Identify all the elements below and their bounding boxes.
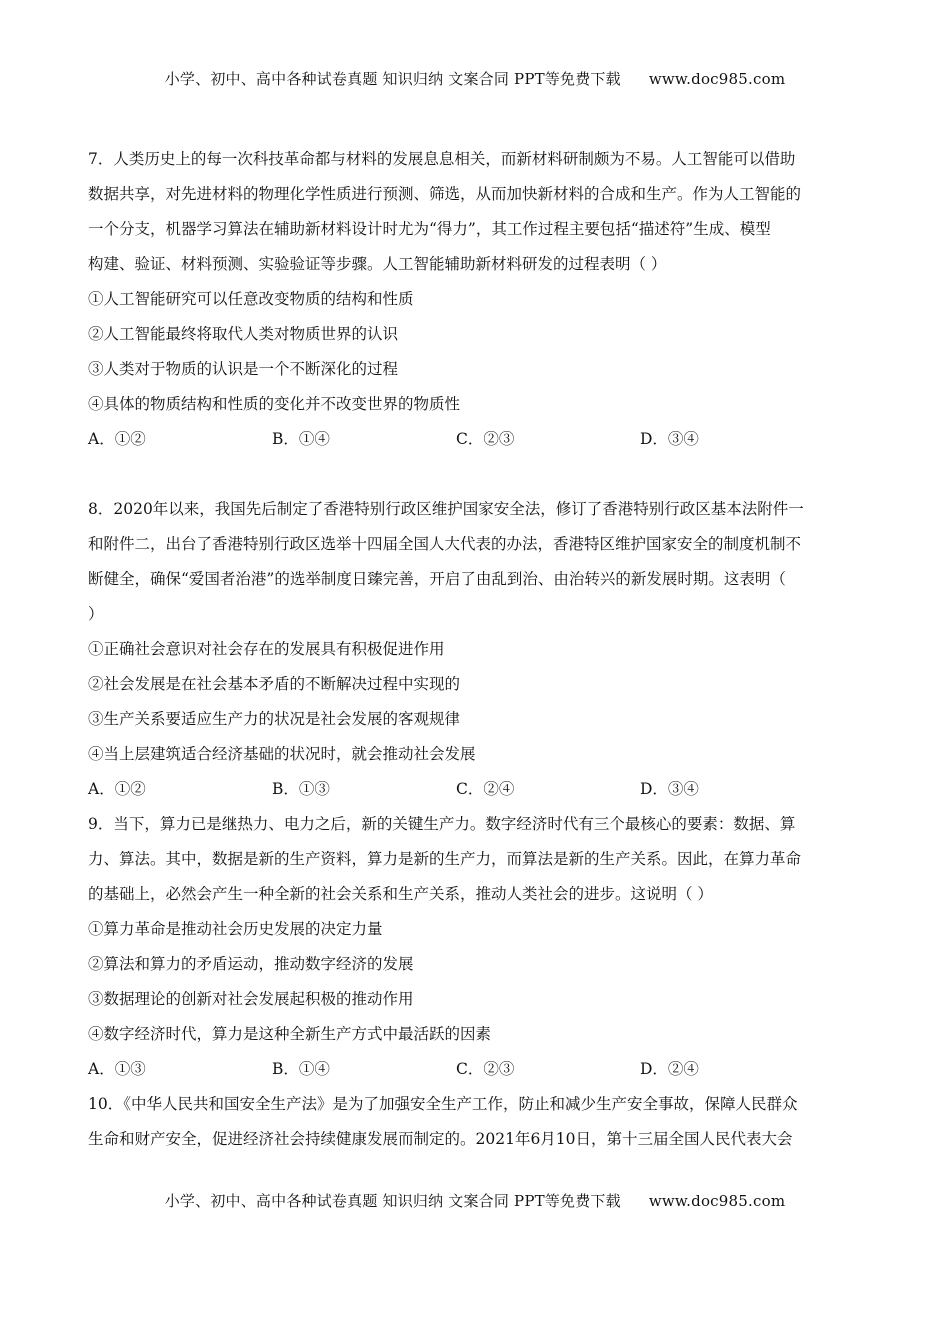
question-stem-line: 构建、验证、材料预测、实验验证等步骤。人工智能辅助新材料研发的过程表明（ ） xyxy=(88,255,667,273)
page-header xyxy=(0,68,950,89)
header-url[interactable]: www.doc985.com xyxy=(648,70,786,88)
question-stem-line: 的基础上，必然会产生一种全新的社会关系和生产关系，推动人类社会的进步。这说明（ ） xyxy=(88,885,713,903)
statement-item: ②人工智能最终将取代人类对物质世界的认识 xyxy=(88,325,399,343)
option-a: A．①③ xyxy=(88,1060,146,1078)
question-stem-line: 数据共享，对先进材料的物理化学性质进行预测、筛选，从而加快新材料的合成和生产。作为人工智能的 xyxy=(88,185,802,203)
option-d: D．②④ xyxy=(640,1060,699,1078)
answer-options xyxy=(88,422,860,457)
option-b: B．①④ xyxy=(272,1060,330,1078)
question-stem-line: 和附件二，出台了香港特别行政区选举十四届全国人大代表的办法，香港特区维护国家安全的制度机制不 xyxy=(88,535,802,553)
option-d: D．③④ xyxy=(640,780,699,798)
question-stem-line: 10．《中华人民共和国安全生产法》是为了加强安全生产工作，防止和减少生产安全事故，保障人民群众 xyxy=(88,1095,798,1113)
question-stem-line: ） xyxy=(88,605,104,623)
option-c: C．②③ xyxy=(456,1060,515,1078)
question-8 xyxy=(88,492,860,807)
answer-options xyxy=(88,1052,860,1087)
footer-text: 小学、初中、高中各种试卷真题 知识归纳 文案合同 PPT等免费下载 xyxy=(164,1192,621,1210)
spacer xyxy=(88,457,860,492)
option-a: A．①② xyxy=(88,430,146,448)
page-footer xyxy=(0,1190,950,1211)
statement-item: ④数字经济时代，算力是这种全新生产方式中最活跃的因素 xyxy=(88,1025,492,1043)
option-b: B．①③ xyxy=(272,780,330,798)
question-stem-line: 断健全，确保“爱国者治港”的选举制度日臻完善，开启了由乱到治、由治转兴的新发展时期。这表明（ xyxy=(88,570,786,588)
question-10 xyxy=(88,1087,860,1157)
statement-item: ①正确社会意识对社会存在的发展具有积极促进作用 xyxy=(88,640,445,658)
statement-item: ①算力革命是推动社会历史发展的决定力量 xyxy=(88,920,383,938)
question-stem-line: 9．当下，算力已是继热力、电力之后，新的关键生产力。数字经济时代有三个最核心的要素：数据、算 xyxy=(88,815,796,833)
option-d: D．③④ xyxy=(640,430,699,448)
statement-item: ③人类对于物质的认识是一个不断深化的过程 xyxy=(88,360,399,378)
question-7 xyxy=(88,142,860,457)
option-c: C．②③ xyxy=(456,430,515,448)
footer-url[interactable]: www.doc985.com xyxy=(648,1192,786,1210)
statement-item: ④当上层建筑适合经济基础的状况时，就会推动社会发展 xyxy=(88,745,476,763)
question-9 xyxy=(88,807,860,1087)
option-b: B．①④ xyxy=(272,430,330,448)
statement-item: ④具体的物质结构和性质的变化并不改变世界的物质性 xyxy=(88,395,461,413)
statement-item: ③生产关系要适应生产力的状况是社会发展的客观规律 xyxy=(88,710,461,728)
statement-item: ②算法和算力的矛盾运动，推动数字经济的发展 xyxy=(88,955,414,973)
question-stem-line: 力、算法。其中，数据是新的生产资料，算力是新的生产力，而算法是新的生产关系。因此，在算力革命 xyxy=(88,850,802,868)
option-a: A．①② xyxy=(88,780,146,798)
question-stem-line: 7．人类历史上的每一次科技革命都与材料的发展息息相关，而新材料研制颇为不易。人工智能可以借助 xyxy=(88,150,796,168)
question-stem-line: 8．2020年以来，我国先后制定了香港特别行政区维护国家安全法，修订了香港特别行政区基本法附件一 xyxy=(88,500,804,518)
answer-options xyxy=(88,772,860,807)
question-stem-line: 生命和财产安全，促进经济社会持续健康发展而制定的。2021年6月10日，第十三届全国人民代表大会 xyxy=(88,1130,793,1148)
question-stem-line: 一个分支，机器学习算法在辅助新材料设计时尤为“得力”，其工作过程主要包括“描述符”生成、模型 xyxy=(88,220,771,238)
header-text: 小学、初中、高中各种试卷真题 知识归纳 文案合同 PPT等免费下载 xyxy=(164,70,621,88)
statement-item: ③数据理论的创新对社会发展起积极的推动作用 xyxy=(88,990,414,1008)
option-c: C．②④ xyxy=(456,780,515,798)
statement-item: ①人工智能研究可以任意改变物质的结构和性质 xyxy=(88,290,414,308)
question-list xyxy=(88,142,860,1157)
statement-item: ②社会发展是在社会基本矛盾的不断解决过程中实现的 xyxy=(88,675,461,693)
